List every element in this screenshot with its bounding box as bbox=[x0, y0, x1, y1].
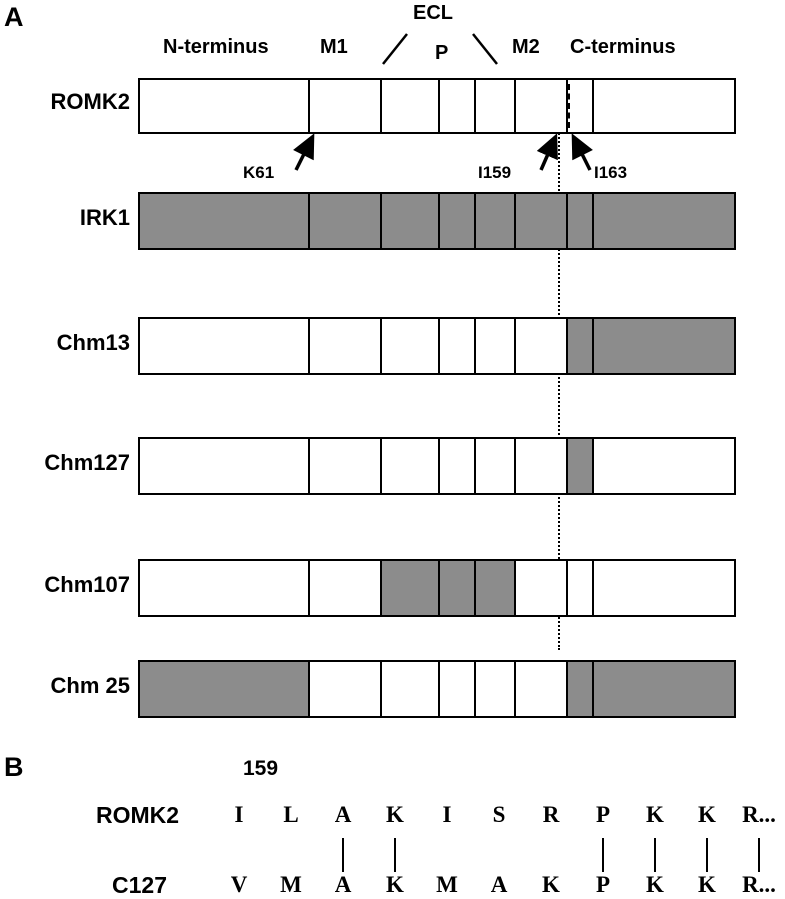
segment-junction bbox=[568, 194, 594, 248]
segment-n-terminus bbox=[140, 319, 310, 373]
row-label-chm25: Chm 25 bbox=[50, 673, 130, 698]
connector-cell bbox=[577, 838, 629, 872]
segment-c-terminus bbox=[594, 439, 734, 493]
segment-m2 bbox=[516, 439, 568, 493]
residue: K bbox=[542, 872, 560, 897]
residue: R... bbox=[742, 802, 776, 827]
residue: K bbox=[386, 802, 404, 827]
segment-p bbox=[440, 662, 476, 716]
segment-junction bbox=[568, 561, 594, 615]
segment-p bbox=[440, 80, 476, 132]
bar-irk1 bbox=[138, 192, 736, 250]
residue: P bbox=[595, 872, 611, 897]
segment-c-terminus bbox=[594, 319, 734, 373]
bar-chm127 bbox=[138, 437, 736, 495]
row-label-chm127: Chm127 bbox=[44, 450, 130, 475]
segment-m1 bbox=[310, 561, 382, 615]
residue: P bbox=[595, 802, 611, 827]
alignment-position-number: 159 bbox=[243, 757, 279, 780]
connector-cell bbox=[265, 838, 317, 872]
panel-a-letter: A bbox=[4, 2, 24, 32]
sequence-row-c127 bbox=[213, 872, 785, 898]
segment-ecl-2 bbox=[476, 194, 516, 248]
row-label-chm107: Chm107 bbox=[44, 572, 130, 597]
residue: S bbox=[492, 802, 506, 827]
segment-p bbox=[440, 439, 476, 493]
segment-c-terminus bbox=[594, 561, 734, 615]
segment-m2 bbox=[516, 80, 568, 132]
segment-m2 bbox=[516, 319, 568, 373]
connector-cell bbox=[681, 838, 733, 872]
segment-ecl-1 bbox=[382, 561, 440, 615]
region-label-p: P bbox=[435, 42, 449, 64]
segment-ecl-2 bbox=[476, 319, 516, 373]
sequence-name-romk2: ROMK2 bbox=[96, 802, 180, 828]
segment-ecl-1 bbox=[382, 662, 440, 716]
segment-p bbox=[440, 319, 476, 373]
residue: I bbox=[234, 802, 244, 827]
residue: A bbox=[490, 872, 508, 897]
residue: K bbox=[698, 872, 716, 897]
segment-ecl-2 bbox=[476, 439, 516, 493]
segment-ecl-1 bbox=[382, 439, 440, 493]
region-label-ecl: ECL bbox=[413, 2, 453, 24]
segment-ecl-1 bbox=[382, 80, 440, 132]
connector-cell bbox=[629, 838, 681, 872]
residue-arrows bbox=[0, 128, 741, 188]
bar-chm25 bbox=[138, 660, 736, 718]
connector-cell bbox=[421, 838, 473, 872]
segment-m2 bbox=[516, 662, 568, 716]
segment-n-terminus bbox=[140, 194, 310, 248]
residue: L bbox=[283, 802, 299, 827]
segment-c-terminus bbox=[594, 194, 734, 248]
residue: I bbox=[442, 802, 452, 827]
residue: K bbox=[386, 872, 404, 897]
segment-ecl-2 bbox=[476, 561, 516, 615]
segment-junction bbox=[568, 662, 594, 716]
region-label-n-terminus: N-terminus bbox=[163, 36, 269, 58]
segment-junction bbox=[568, 439, 594, 493]
segment-m1 bbox=[310, 80, 382, 132]
segment-p bbox=[440, 561, 476, 615]
segment-m2 bbox=[516, 194, 568, 248]
segment-junction bbox=[568, 80, 594, 132]
panel-b-letter: B bbox=[4, 752, 24, 782]
segment-m1 bbox=[310, 662, 382, 716]
segment-m1 bbox=[310, 439, 382, 493]
region-label-m1: M1 bbox=[320, 36, 348, 58]
bar-chm107 bbox=[138, 559, 736, 617]
segment-ecl-2 bbox=[476, 662, 516, 716]
residue: R bbox=[542, 802, 560, 827]
residue: M bbox=[280, 872, 302, 897]
segment-ecl-1 bbox=[382, 194, 440, 248]
segment-junction bbox=[568, 319, 594, 373]
region-label-m2: M2 bbox=[512, 36, 540, 58]
annotation-i163: I163 bbox=[594, 163, 628, 182]
segment-n-terminus bbox=[140, 80, 310, 132]
segment-n-terminus bbox=[140, 662, 310, 716]
connector-cell bbox=[369, 838, 421, 872]
residue: R... bbox=[742, 872, 776, 897]
sequence-row-romk2 bbox=[213, 802, 785, 828]
region-label-c-terminus: C-terminus bbox=[570, 36, 676, 58]
alignment-connectors bbox=[213, 838, 785, 872]
connector-cell bbox=[733, 838, 785, 872]
residue: M bbox=[436, 872, 458, 897]
annotation-i159: I159 bbox=[478, 163, 512, 182]
segment-ecl-2 bbox=[476, 80, 516, 132]
residue: A bbox=[334, 872, 352, 897]
segment-p bbox=[440, 194, 476, 248]
segment-m1 bbox=[310, 194, 382, 248]
row-label-irk1: IRK1 bbox=[79, 205, 130, 230]
row-label-romk2: ROMK2 bbox=[50, 89, 130, 114]
romk2-dashed-marker bbox=[568, 84, 570, 128]
residue: V bbox=[230, 872, 248, 897]
ecl-leader-lines bbox=[0, 0, 741, 80]
segment-m1 bbox=[310, 319, 382, 373]
connector-cell bbox=[473, 838, 525, 872]
segment-c-terminus bbox=[594, 80, 734, 132]
connector-cell bbox=[525, 838, 577, 872]
residue: A bbox=[334, 802, 352, 827]
annotation-k61: K61 bbox=[243, 163, 275, 182]
segment-c-terminus bbox=[594, 662, 734, 716]
sequence-name-c127: C127 bbox=[112, 872, 167, 898]
segment-n-terminus bbox=[140, 439, 310, 493]
residue: K bbox=[646, 802, 664, 827]
segment-m2 bbox=[516, 561, 568, 615]
segment-ecl-1 bbox=[382, 319, 440, 373]
connector-cell bbox=[213, 838, 265, 872]
bar-chm13 bbox=[138, 317, 736, 375]
residue: K bbox=[698, 802, 716, 827]
connector-cell bbox=[317, 838, 369, 872]
row-label-chm13: Chm13 bbox=[56, 330, 130, 355]
residue: K bbox=[646, 872, 664, 897]
segment-n-terminus bbox=[140, 561, 310, 615]
bar-romk2 bbox=[138, 78, 736, 134]
